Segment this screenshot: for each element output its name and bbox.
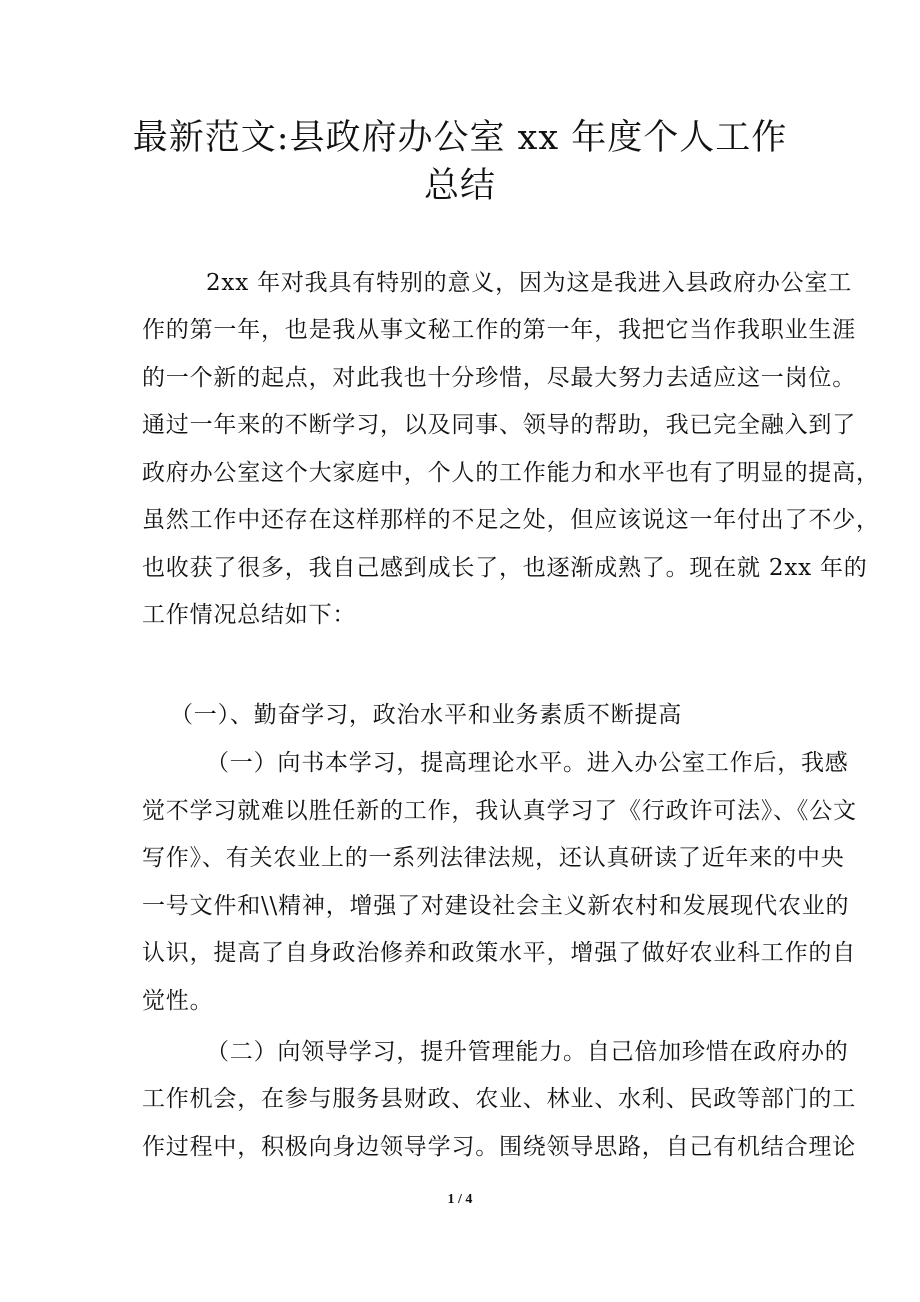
paragraph-line: 虽然工作中还存在这样那样的不足之处，但应该说这一年付出了不少，	[142, 507, 880, 533]
document-title-line-1: 最新范文:县政府办公室 xx 年度个人工作	[132, 118, 788, 158]
paragraph-line: 工作机会，在参与服务县财政、农业、林业、水利、民政等部门的工	[142, 1086, 856, 1112]
paragraph-line: 写作》、有关农业上的一系列法律法规，还认真研读了近年来的中央	[142, 845, 845, 871]
paragraph-line: 认识，提高了自身政治修养和政策水平，增强了做好农业科工作的自	[142, 940, 856, 966]
paragraph-line: 觉不学习就难以胜任新的工作，我认真学习了《行政许可法》、《公文	[142, 798, 857, 824]
paragraph-line: 一号文件和\\精神，增强了对建设社会主义新农村和发展现代农业的	[142, 893, 850, 919]
paragraph-line: （二）向领导学习，提升管理能力。自己倍加珍惜在政府办的	[206, 1039, 849, 1065]
paragraph-line: （一）向书本学习，提高理论水平。进入办公室工作后，我感	[206, 750, 849, 776]
paragraph-line: 工作情况总结如下：	[142, 602, 357, 628]
paragraph-line: 的一个新的起点，对此我也十分珍惜，尽最大努力去适应这一岗位。	[142, 365, 856, 391]
paragraph-line: 作的第一年，也是我从事文秘工作的第一年，我把它当作我职业生涯	[142, 317, 856, 343]
page-number-indicator: 1 / 4	[447, 1192, 473, 1207]
paragraph-line: 觉性。	[142, 988, 214, 1014]
paragraph-line: 2xx 年对我具有特别的意义，因为这是我进入县政府办公室工	[206, 270, 853, 296]
section-heading: （一）、勤奋学习，政治水平和业务素质不断提高	[170, 702, 683, 728]
paragraph-line: 作过程中，积极向身边领导学习。围绕领导思路，自己有机结合理论	[142, 1134, 856, 1160]
document-title-line-2: 总结	[423, 166, 496, 206]
paragraph-line: 也收获了很多，我自己感到成长了，也逐渐成熟了。现在就 2xx 年的	[142, 555, 868, 581]
paragraph-line: 通过一年来的不断学习，以及同事、领导的帮助，我已完全融入到了	[142, 412, 856, 438]
paragraph-line: 政府办公室这个大家庭中，个人的工作能力和水平也有了明显的提高，	[142, 460, 880, 486]
